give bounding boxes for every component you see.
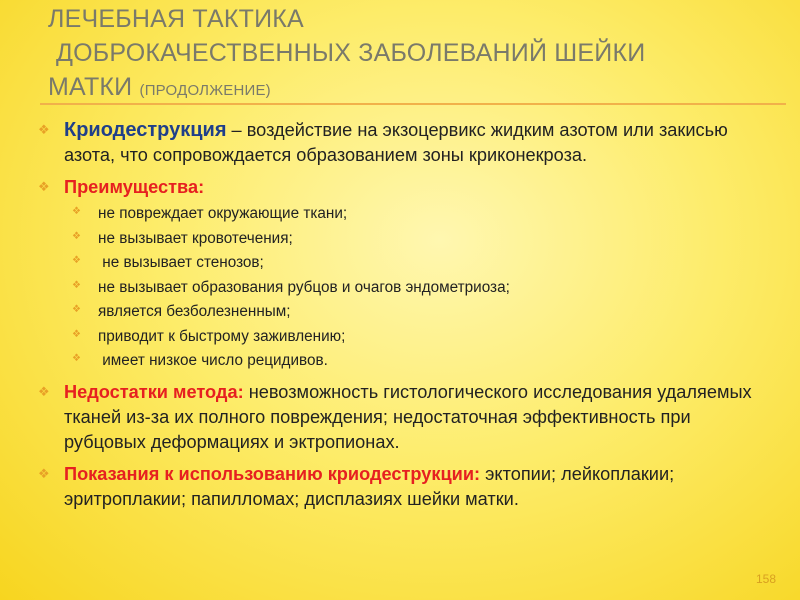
bullet-icon: ❖	[72, 353, 81, 364]
term-indications: Показания к использованию криодеструкции:	[64, 463, 481, 484]
advantage-text: не вызывает стенозов;	[98, 254, 264, 271]
bullet-icon: ❖	[72, 206, 81, 217]
term-advantages: Преимущества:	[64, 177, 205, 197]
title-line-2: ДОБРОКАЧЕСТВЕННЫХ ЗАБОЛЕВАНИЙ ШЕЙКИ	[56, 39, 646, 67]
slide-content	[36, 118, 766, 519]
cryodestruction-definition: – воздействие на экзоцервикс жидким азотом или закисью азота, что сопровождается образованием зоны криконекроза.	[64, 120, 728, 165]
sub-list-item	[36, 202, 766, 227]
sub-list-item	[36, 251, 766, 276]
indications-text: эктопии; лейкоплакии; эритроплакии; папилломах; дисплазиях шейки матки.	[64, 463, 675, 509]
bullet-icon: ❖	[72, 230, 81, 242]
bullet-icon: ❖	[72, 328, 81, 340]
advantages-list	[36, 202, 766, 374]
list-item-indications	[36, 462, 766, 512]
item-text	[64, 380, 766, 455]
bullet-icon: ❖	[72, 304, 81, 315]
term-disadvantages: Недостатки метода:	[64, 381, 244, 402]
advantage-text: является безболезненным;	[98, 303, 291, 320]
page-number: 158	[755, 572, 776, 586]
advantage-text: имеет низкое число рецидивов.	[98, 352, 328, 369]
bullet-icon: ❖	[72, 255, 81, 266]
item-text	[64, 462, 766, 512]
item-text	[64, 175, 766, 200]
title-line-1: ЛЕЧЕБНАЯ ТАКТИКА	[48, 5, 304, 33]
sub-list-item	[36, 227, 766, 252]
item-text	[64, 118, 766, 168]
bullet-icon: ❖	[38, 122, 50, 137]
bullet-icon: ❖	[38, 179, 50, 194]
disadvantages-text: невозможность гистологического исследования удаляемых тканей из-за их полного повреждения; недостаточная эффективность при рубцовых деформациях и эктропионах.	[64, 381, 752, 452]
slide-title	[48, 2, 768, 108]
advantage-text: не повреждает окружающие ткани;	[98, 205, 348, 222]
list-item-advantages	[36, 175, 766, 200]
sub-list-item	[36, 349, 766, 374]
term-cryodestruction: Криодеструкция	[64, 119, 227, 141]
sub-list-item	[36, 300, 766, 325]
list-item-disadvantages	[36, 380, 766, 455]
bullet-icon: ❖	[72, 279, 81, 291]
title-line-3-main: МАТКИ	[48, 73, 140, 101]
sub-list-item	[36, 325, 766, 350]
advantage-text: не вызывает кровотечения;	[98, 229, 293, 247]
advantage-text: приводит к быстрому заживлению;	[98, 327, 346, 345]
title-divider	[40, 103, 786, 105]
title-line-3-small: (ПРОДОЛЖЕНИЕ)	[139, 82, 271, 99]
sub-list-item	[36, 276, 766, 301]
advantage-text: не вызывает образования рубцов и очагов эндометриоза;	[98, 278, 510, 296]
list-item-cryodestruction	[36, 118, 766, 168]
bullet-icon: ❖	[38, 383, 50, 399]
bullet-icon: ❖	[38, 465, 50, 481]
